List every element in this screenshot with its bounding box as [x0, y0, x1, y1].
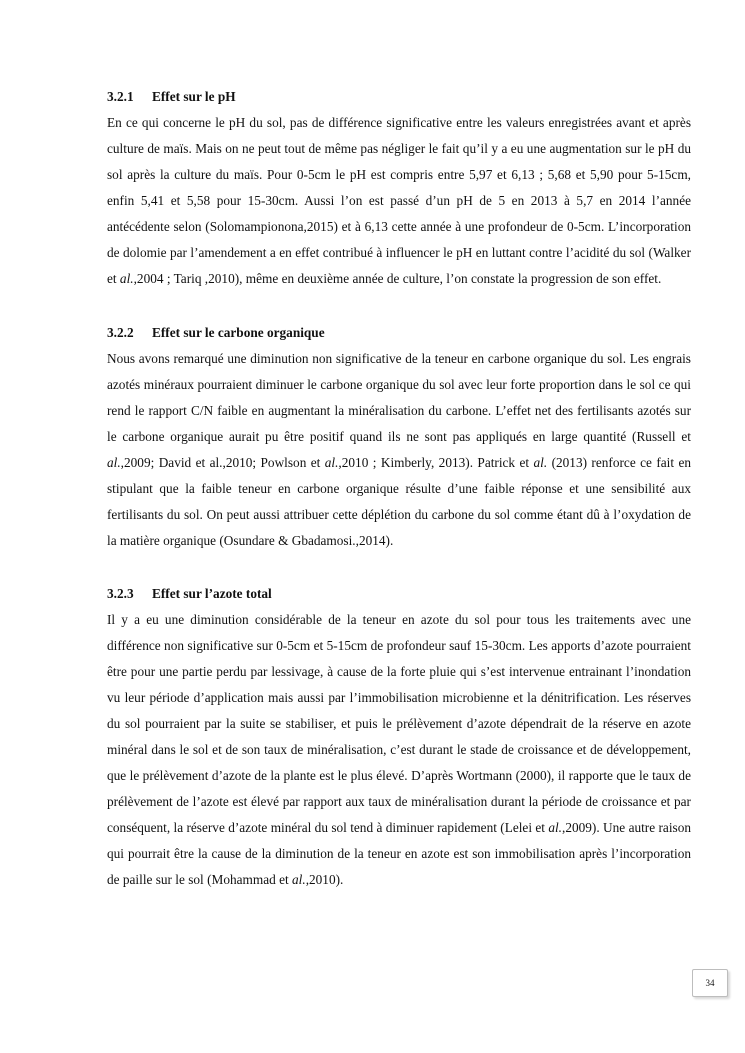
paragraph-azote — [107, 607, 691, 893]
section-heading-ph — [107, 84, 691, 110]
section-number: 3.2.3 — [107, 586, 134, 601]
et-al-italic: al. — [107, 455, 121, 470]
text-run: (2013) renforce ce fait en stipulant que la faible teneur en carbone organique résulte d’une faible réponse et une sensibilité aux fertilisants du sol. On peut aussi attribuer cette déplétion du carbone du sol comme étant dû à l’oxydation de la matière organique (Osundare & Gbadamosi.,2014). — [107, 455, 692, 548]
section-heading-azote — [107, 581, 691, 607]
et-al-italic: al. — [548, 820, 563, 835]
paragraph-carbone — [107, 346, 691, 554]
text-run: Nous avons remarqué une diminution non significative de la teneur en carbone organique du sol. Les engrais azotés minéraux pourraient diminuer le carbone organique du sol avec leur forte proportion dans le sol ce qui rend le rapport C/N faible en augmentant la minéralisation du carbone. L’effet net des fertilisants azotés sur le carbone organique aurait pu être positif quand ils ne sont pas appliqués en large quantité (Russell et — [107, 351, 691, 444]
text-run: Il y a eu une diminution considérable de la teneur en azote du sol pour tous les traitements avec une différence non significative sur 0-5cm et 5-15cm de profondeur sauf 15-30cm. Les apports d’azote pourraient être pour une partie perdu par lessivage, à cause de la forte pluie qui s’est intervenue entrainant l’inondation vu leur période d’application mais aussi par l’immobilisation microbienne et la dénitrification. Les réserves du sol pourraient par la suite se stabiliser, et puis le prélèvement d’azote dépendrait de la réserve en azote minéral dans le sol et de son taux de minéralisation, c’est durant le stade de croissance et de développement, que le prélèvement d’azote de la plante est le plus élevé. D’après Wortmann (2000), il rapporte que le taux de prélèvement de l’azote est élevé par rapport aux taux de minéralisation durant la période de croissance et par conséquent, la réserve d’azote minéral du sol tend à diminuer rapidement (Lelei et — [107, 612, 691, 835]
page-number-box: 34 — [692, 969, 728, 997]
section-number: 3.2.1 — [107, 89, 134, 104]
section-title: Effet sur le pH — [152, 89, 236, 104]
et-al-italic: al. — [292, 872, 306, 887]
et-al-italic: al. — [119, 271, 134, 286]
text-run: ,2004 ; Tariq ,2010), même en deuxième année de culture, l’on constate la progression de son effet. — [133, 271, 662, 286]
text-run: ,2009; David et al.,2010; Powlson et — [120, 455, 325, 470]
paragraph-ph — [107, 110, 691, 292]
text-run: En ce qui concerne le pH du sol, pas de différence significative entre les valeurs enregistrées avant et après culture de maïs. Mais on ne peut tout de même pas négliger le fait qu’il y a eu une augmentation sur le pH du sol après la culture du maïs. Pour 0-5cm le pH est compris entre 5,97 et 6,13 ; 5,68 et 5,90 pour 5-15cm, enfin 5,41 et 5,58 pour 15-30cm. Aussi l’on est passé d’un pH de 5 en 2013 à 5,7 en 2014 l’année antécédente selon (Solomampionona,2015) et à 6,13 cette année à une profondeur de 0-5cm. L’incorporation de dolomie par l’amendement a en effet contribué à influencer le pH en luttant contre l’acidité du sol (Walker et — [107, 115, 691, 286]
text-run: ,2010 ; Kimberly, 2013). Patrick et — [338, 455, 534, 470]
et-al-italic: al. — [533, 455, 548, 470]
text-run: ,2009). Une autre raison qui pourrait être la cause de la diminution de la teneur en azote est son immobilisation après l’incorporation de paille sur le sol (Mohammad et — [107, 820, 691, 887]
section-ph — [107, 84, 691, 292]
section-number: 3.2.2 — [107, 325, 134, 340]
section-azote — [107, 581, 691, 893]
text-run: ,2010). — [305, 872, 344, 887]
section-title: Effet sur l’azote total — [152, 586, 272, 601]
section-carbone — [107, 320, 691, 554]
et-al-italic: al. — [324, 455, 339, 470]
section-title: Effet sur le carbone organique — [152, 325, 325, 340]
section-heading-carbone — [107, 320, 691, 346]
